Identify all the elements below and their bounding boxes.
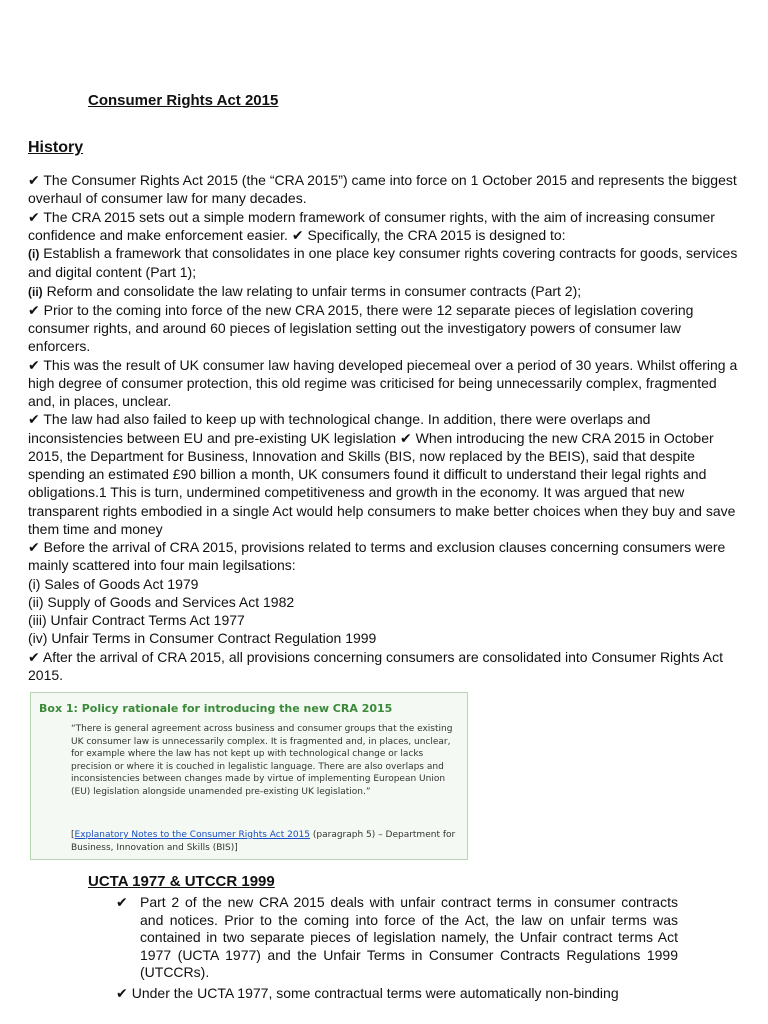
- list-item: (ii) Supply of Goods and Services Act 1982: [28, 593, 295, 610]
- explanatory-notes-link[interactable]: Explanatory Notes to the Consumer Rights Act 2015: [74, 830, 311, 840]
- box-heading: Box 1: Policy rationale for introducing the new CRA 2015: [39, 702, 393, 715]
- ucta-list: [116, 894, 678, 1003]
- list-item: (iii) Unfair Contract Terms Act 1977: [28, 612, 245, 628]
- list-item: ✔ Part 2 of the new CRA 2015 deals with unfair contract terms in consumer contracts and notices. Prior to the coming into force of the Act, the law on unfair terms was contained in two separate pieces of legislation namely, the Unfair contract terms Act 1977 (UCTA 1977) and the Unfair Terms in Consumer Contracts Regulations 1999 (UTCCRs).: [116, 894, 678, 981]
- check-icon: ✔: [291, 226, 304, 243]
- check-icon: ✔: [28, 301, 40, 318]
- check-icon: ✔: [28, 208, 40, 225]
- history-body: [28, 171, 740, 684]
- box-reference: [Explanatory Notes to the Consumer Rights Act 2015 (paragraph 5) – Department for Business, Innovation and Skills (BIS)]: [71, 830, 456, 853]
- check-icon: ✔: [28, 648, 40, 665]
- paragraph-before-cra: ✔ Before the arrival of CRA 2015, provisions related to terms and exclusion clauses concerning consumers were mainly scattered into four main legilsations:: [28, 539, 726, 574]
- check-icon: ✔: [116, 984, 128, 1001]
- paragraph-after-cra: ✔ After the arrival of CRA 2015, all provisions concerning consumers are consolidated into Consumer Rights Act 2015.: [28, 648, 723, 683]
- list-item: ✔ Under the UCTA 1977, some contractual terms were automatically non-binding: [116, 984, 619, 1001]
- check-icon: ✔: [28, 411, 40, 428]
- history-heading: History: [28, 139, 84, 156]
- list-item: (iv) Unfair Terms in Consumer Contract Regulation 1999: [28, 630, 377, 647]
- paragraph-piecemeal: ✔ This was the result of UK consumer law having developed piecemeal over a period of 30 years. Whilst offering a high degree of consumer protection, this old regime was criticised for being unnecessarily complex, fragmented and, in places, unclear.: [28, 356, 738, 409]
- paragraph-item-i: (i) Establish a framework that consolidates in one place key consumer rights covering contracts for goods, services and digital content (Part 1);: [28, 245, 738, 281]
- list-item: (i) Sales of Goods Act 1979: [28, 575, 199, 592]
- check-icon: ✔: [399, 429, 412, 446]
- check-icon: ✔: [28, 539, 40, 555]
- check-icon: ✔: [28, 172, 40, 188]
- document-title: Consumer Rights Act 2015: [88, 92, 279, 109]
- ucta-utccr-heading: UCTA 1977 & UTCCR 1999: [88, 873, 275, 890]
- paragraph-item-ii: (ii) Reform and consolidate the law relating to unfair terms in consumer contracts (Part 2);: [28, 282, 582, 299]
- paragraph-cra-force: ✔ The Consumer Rights Act 2015 (the “CRA 2015”) came into force on 1 October 2015 and represents the biggest overhaul of consumer law for many decades.: [28, 172, 737, 207]
- check-icon: ✔: [28, 356, 40, 373]
- paragraph-framework: ✔ The CRA 2015 sets out a simple modern framework of consumer rights, with the aim of increasing consumer confidence and make enforcement easier. ✔ Specifically, the CRA 2015 is designed to:: [28, 208, 715, 243]
- paragraph-prior-legislation: ✔ Prior to the coming into force of the new CRA 2015, there were 12 separate pieces of legislation covering consumer rights, and around 60 pieces of legislation setting out the investigatory powers of consumer law enforcers.: [28, 301, 694, 355]
- check-icon: ✔: [116, 894, 128, 910]
- box-quote: “There is general agreement across business and consumer groups that the existing UK consumer law is unnecessarily complex. It is fragmented and, in places, unclear, for example where the law has not kept up with technological change or lacks precision or where it is couched in legalistic language. There are also overlaps and inconsistencies between changes made by virtue of implementing European Union (EU) legislation alongside unamended pre-existing UK legislation.”: [71, 724, 453, 797]
- policy-rationale-box: [30, 692, 468, 860]
- paragraph-technological-change: ✔ The law had also failed to keep up with technological change. In addition, there were overlaps and inconsistencies between EU and pre-existing UK legislation ✔ When introducing the new CRA 2015 in October 2015, the Department for Business, Innovation and Skills (BIS, now replaced by the BEIS), said that despite spending an estimated £90 billion a month, UK consumers found it difficult to understand their legal rights and obligations.1 This is turn, undermined competitiveness and growth in the economy. It was argued that new transparent rights embodied in a single Act would help consumers to make better choices when they buy and save them time and money: [28, 411, 736, 537]
